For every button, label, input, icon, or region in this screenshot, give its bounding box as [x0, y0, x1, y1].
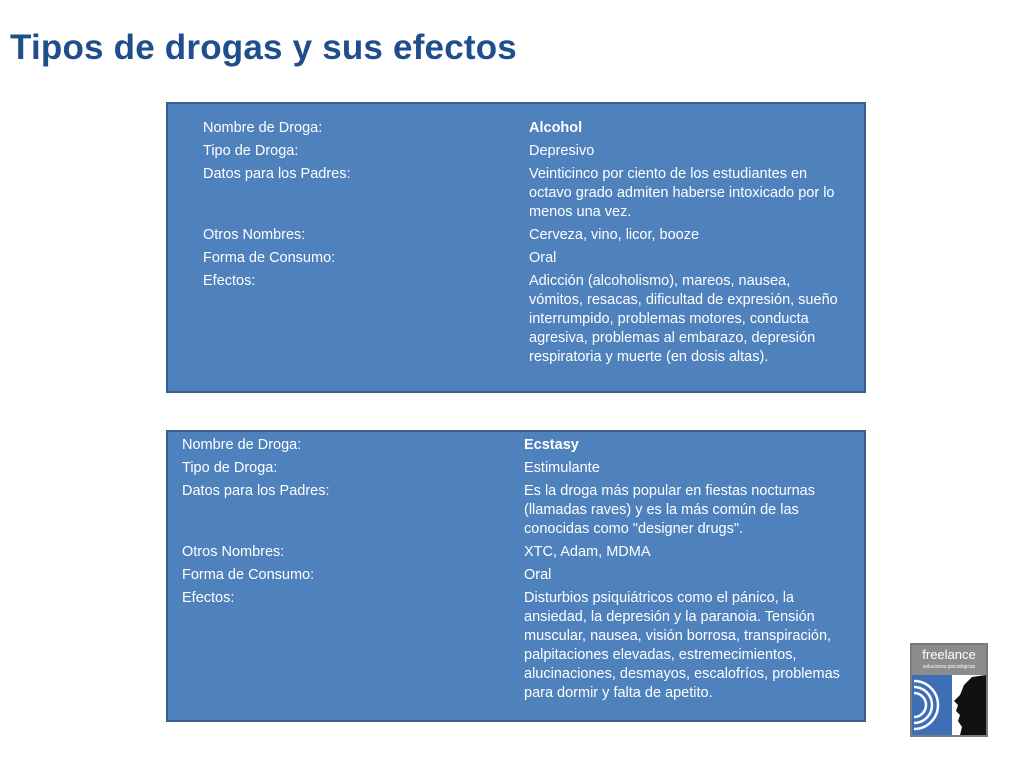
row-value: Depresivo — [529, 143, 595, 159]
row-effects — [203, 272, 838, 367]
logo-header — [912, 645, 986, 675]
drug-info-list — [203, 119, 838, 371]
row-label: Otros Nombres: — [182, 544, 285, 560]
row-label: Tipo de Droga: — [182, 460, 278, 476]
row-value: Es la droga más popular en fiestas nocturnas (llamadas raves) y es la más común de las conocidas como "designer drugs". — [524, 483, 815, 537]
row-value: Adicción (alcoholismo), mareos, nausea, vómitos, resacas, dificultad de expresión, sueño interrumpido, problemas motores, conducta agresiva, problemas al embarazo, depresión respiratoria y muerte (en dosis altas). — [529, 273, 838, 365]
row-value: Cerveza, vino, licor, booze — [529, 227, 700, 243]
drug-card-alcohol — [166, 102, 866, 393]
row-value: Alcohol — [529, 120, 583, 136]
row-label: Forma de Consumo: — [203, 250, 336, 266]
row-label: Tipo de Droga: — [203, 143, 299, 159]
row-drug-type — [203, 142, 833, 161]
row-label: Datos para los Padres: — [203, 166, 351, 182]
page-title: Tipos de drogas y sus efectos — [10, 28, 517, 67]
logo-name: freelance — [922, 647, 976, 662]
row-parent-facts — [182, 482, 842, 539]
freelance-logo — [910, 643, 988, 737]
row-value: Oral — [524, 567, 552, 583]
row-label: Nombre de Droga: — [182, 437, 302, 453]
logo-tagline: soluciones psicológicas — [922, 664, 976, 670]
row-value: Ecstasy — [524, 437, 579, 453]
row-label: Otros Nombres: — [203, 227, 306, 243]
row-value: XTC, Adam, MDMA — [524, 544, 651, 560]
row-value: Oral — [529, 250, 557, 266]
row-value: Veinticinco por ciento de los estudiantes en octavo grado admiten haberse intoxicado por lo menos una vez. — [529, 166, 835, 220]
row-value: Estimulante — [524, 460, 600, 476]
row-label: Efectos: — [203, 273, 256, 289]
row-other-names — [182, 543, 842, 562]
row-label: Datos para los Padres: — [182, 483, 330, 499]
row-value: Disturbios psiquiátricos como el pánico, la ansiedad, la depresión y la paranoia. Tensión muscular, nausea, visión borrosa, transpiración, palpitaciones elevadas, estremecimientos, alucinaciones, desmayos, escalofríos, problemas para dormir y falta de apetito. — [524, 590, 840, 701]
drug-info-list — [182, 436, 842, 707]
row-label: Efectos: — [182, 590, 235, 606]
head-silhouette-icon — [912, 675, 986, 735]
row-drug-type — [182, 459, 842, 478]
row-consumption — [203, 249, 833, 268]
row-parent-facts — [203, 165, 833, 222]
row-other-names — [203, 226, 833, 245]
row-drug-name — [203, 119, 833, 138]
row-label: Forma de Consumo: — [182, 567, 315, 583]
drug-card-ecstasy — [166, 430, 866, 722]
row-label: Nombre de Droga: — [203, 120, 323, 136]
row-effects — [182, 589, 842, 703]
row-consumption — [182, 566, 842, 585]
row-drug-name — [182, 436, 842, 455]
